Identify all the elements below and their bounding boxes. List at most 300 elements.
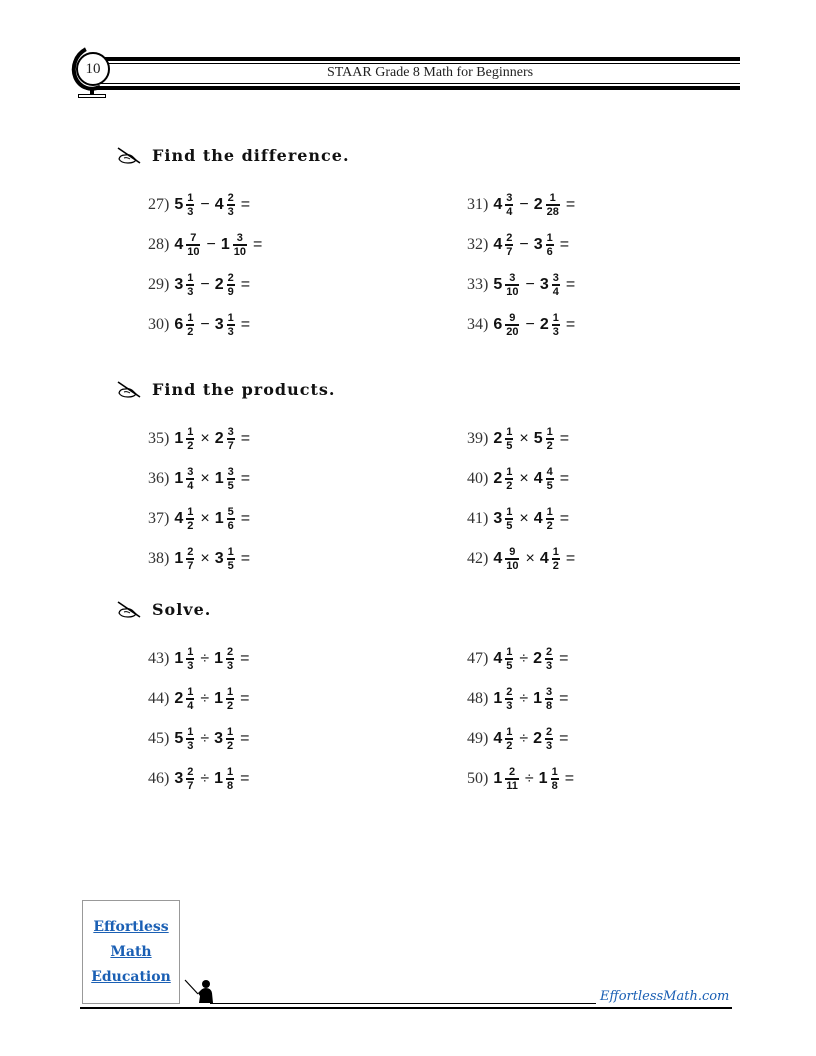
- problem-item: [467, 539, 575, 579]
- denominator: 2: [227, 740, 234, 752]
- whole-number: 1: [174, 550, 184, 567]
- equals-sign: =: [565, 276, 576, 293]
- denominator: 2: [227, 700, 234, 712]
- equals-sign: =: [240, 196, 251, 213]
- problem-number: 32): [467, 236, 489, 253]
- numerator: 1: [552, 312, 559, 324]
- book-title: STAAR Grade 8 Math for Beginners: [326, 65, 534, 80]
- fraction: [546, 232, 554, 258]
- fraction: [505, 426, 513, 452]
- whole-number: 1: [220, 236, 230, 253]
- numerator: 1: [549, 192, 556, 204]
- denominator: 10: [187, 246, 200, 258]
- whole-number: 5: [493, 276, 503, 293]
- whole-number: 4: [493, 196, 503, 213]
- equals-sign: =: [559, 690, 569, 707]
- equals-sign: =: [240, 470, 251, 487]
- numerator: 1: [506, 426, 513, 438]
- denominator: 4: [187, 700, 194, 712]
- whole-number: 3: [214, 550, 224, 567]
- denominator: 11: [506, 780, 518, 792]
- denominator: 8: [551, 780, 558, 792]
- whole-number: 3: [214, 316, 224, 333]
- numerator: 3: [506, 192, 513, 204]
- numerator: 1: [546, 506, 553, 518]
- numerator: 1: [187, 506, 194, 518]
- whole-number: 2: [493, 470, 503, 487]
- operator: −: [519, 236, 529, 253]
- operator: ÷: [519, 730, 529, 747]
- whole-number: 5: [174, 730, 184, 747]
- problem-number: 50): [467, 770, 489, 787]
- problem-item: [467, 639, 569, 679]
- fraction: [546, 426, 554, 452]
- denominator: 3: [546, 660, 553, 672]
- denominator: 5: [546, 480, 553, 492]
- denominator: 3: [227, 660, 234, 672]
- header-rule: [96, 83, 740, 84]
- fraction: [545, 726, 553, 752]
- fraction: [505, 466, 513, 492]
- whole-number: 3: [174, 276, 184, 293]
- whole-number: 2: [533, 730, 543, 747]
- denominator: 7: [187, 780, 194, 792]
- denominator: 5: [227, 560, 234, 572]
- whole-number: 3: [533, 236, 543, 253]
- fraction: [186, 686, 194, 712]
- whole-number: 3: [493, 510, 503, 527]
- effortless-math-logo[interactable]: [82, 900, 180, 1004]
- denominator: 2: [546, 440, 553, 452]
- section-heading-difference: [116, 146, 350, 165]
- fraction: [505, 272, 519, 298]
- numerator: 3: [509, 272, 516, 284]
- problem-number: 28): [148, 236, 170, 253]
- numerator: 3: [227, 426, 234, 438]
- problem-number: 33): [467, 276, 489, 293]
- numerator: 1: [187, 726, 194, 738]
- numerator: 2: [227, 272, 234, 284]
- fraction: [545, 686, 553, 712]
- denominator: 20: [506, 326, 519, 338]
- fraction: [552, 546, 560, 572]
- section-heading-products: [116, 380, 335, 399]
- numerator: 1: [227, 766, 234, 778]
- denominator: 2: [187, 326, 194, 338]
- denominator: 4: [552, 286, 559, 298]
- problem-number: 34): [467, 316, 489, 333]
- fraction: [226, 686, 234, 712]
- numerator: 2: [227, 646, 234, 658]
- numerator: 1: [506, 506, 513, 518]
- numerator: 2: [506, 232, 513, 244]
- problem-number: 40): [467, 470, 489, 487]
- problem-number: 37): [148, 510, 170, 527]
- problem-item: [467, 185, 575, 225]
- equals-sign: =: [240, 550, 251, 567]
- operator: ÷: [200, 770, 210, 787]
- fraction: [186, 646, 194, 672]
- fraction: [227, 546, 235, 572]
- denominator: 6: [546, 246, 553, 258]
- problem-item: [148, 499, 250, 539]
- denominator: 2: [506, 740, 513, 752]
- denominator: 8: [227, 780, 234, 792]
- equals-sign: =: [240, 510, 251, 527]
- operator: −: [206, 236, 216, 253]
- numerator: 5: [227, 506, 234, 518]
- problem-item: [148, 539, 250, 579]
- numerator: 3: [187, 466, 194, 478]
- whole-number: 1: [214, 690, 224, 707]
- fraction: [546, 466, 554, 492]
- whole-number: 2: [533, 650, 543, 667]
- pencil-hand-icon: [116, 147, 142, 165]
- problem-number: 48): [467, 690, 489, 707]
- whole-number: 6: [493, 316, 503, 333]
- denominator: 3: [506, 700, 513, 712]
- equals-sign: =: [559, 430, 570, 447]
- denominator: 5: [227, 480, 234, 492]
- equals-sign: =: [240, 276, 251, 293]
- section-title: Find the products.: [152, 380, 336, 399]
- whole-number: 6: [174, 316, 184, 333]
- operator: ÷: [200, 690, 210, 707]
- operator: ×: [519, 510, 529, 527]
- whole-number: 1: [174, 430, 184, 447]
- denominator: 9: [227, 286, 234, 298]
- equals-sign: =: [565, 550, 576, 567]
- numerator: 2: [187, 766, 194, 778]
- problem-item: [467, 759, 574, 799]
- fraction: [227, 506, 235, 532]
- numerator: 9: [509, 312, 516, 324]
- problem-number: 46): [148, 770, 170, 787]
- problem-number: 45): [148, 730, 170, 747]
- denominator: 3: [187, 286, 194, 298]
- whole-number: 4: [493, 550, 503, 567]
- whole-number: 4: [533, 470, 543, 487]
- logo-line[interactable]: Effortless: [93, 918, 169, 935]
- numerator: 1: [227, 686, 234, 698]
- whole-number: 1: [214, 770, 224, 787]
- whole-number: 1: [533, 690, 543, 707]
- problem-number: 43): [148, 650, 170, 667]
- numerator: 2: [227, 192, 234, 204]
- whole-number: 4: [533, 510, 543, 527]
- problem-item: [467, 265, 575, 305]
- problem-item: [148, 419, 250, 459]
- operator: ×: [200, 430, 210, 447]
- fraction: [545, 646, 553, 672]
- numerator: 1: [227, 312, 234, 324]
- whole-number: 3: [174, 770, 184, 787]
- whole-number: 1: [214, 470, 224, 487]
- fraction: [186, 312, 194, 338]
- numerator: 1: [546, 232, 553, 244]
- whole-number: 1: [493, 690, 503, 707]
- problem-item: [148, 459, 250, 499]
- problem-number: 27): [148, 196, 170, 213]
- numerator: 1: [227, 726, 234, 738]
- denominator: 2: [546, 520, 553, 532]
- problem-item: [148, 185, 250, 225]
- problem-number: 49): [467, 730, 489, 747]
- denominator: 3: [552, 326, 559, 338]
- equals-sign: =: [240, 650, 250, 667]
- problem-item: [467, 499, 569, 539]
- operator: −: [525, 276, 535, 293]
- fraction: [186, 272, 194, 298]
- problem-item: [467, 679, 569, 719]
- footer-rule: [210, 1003, 596, 1004]
- numerator: 4: [546, 466, 553, 478]
- denominator: 7: [227, 440, 234, 452]
- section-title: Find the difference.: [152, 146, 350, 165]
- fraction: [227, 312, 235, 338]
- numerator: 1: [187, 312, 194, 324]
- problem-item: [467, 305, 575, 345]
- operator: −: [200, 316, 210, 333]
- equals-sign: =: [240, 316, 251, 333]
- whole-number: 4: [539, 550, 549, 567]
- denominator: 7: [506, 246, 513, 258]
- problem-number: 42): [467, 550, 489, 567]
- teacher-pointer-icon: [184, 976, 218, 1006]
- whole-number: 1: [538, 770, 548, 787]
- fraction: [227, 426, 235, 452]
- whole-number: 3: [539, 276, 549, 293]
- problem-item: [148, 639, 250, 679]
- whole-number: 1: [174, 470, 184, 487]
- equals-sign: =: [240, 730, 250, 747]
- denominator: 3: [227, 326, 234, 338]
- operator: ÷: [524, 770, 534, 787]
- numerator: 1: [187, 272, 194, 284]
- logo-line[interactable]: Math: [110, 943, 152, 960]
- whole-number: 4: [214, 196, 224, 213]
- fraction: [186, 192, 194, 218]
- denominator: 3: [546, 740, 553, 752]
- fraction: [186, 506, 194, 532]
- numerator: 1: [506, 646, 513, 658]
- equals-sign: =: [564, 770, 575, 787]
- operator: ×: [200, 550, 210, 567]
- operator: ÷: [519, 690, 529, 707]
- equals-sign: =: [252, 236, 263, 253]
- footer-rule: [80, 1007, 732, 1009]
- fraction: [226, 766, 234, 792]
- denominator: 3: [227, 206, 234, 218]
- numerator: 2: [187, 546, 194, 558]
- whole-number: 4: [174, 510, 184, 527]
- equals-sign: =: [559, 470, 570, 487]
- operator: ÷: [200, 650, 210, 667]
- equals-sign: =: [240, 690, 250, 707]
- fraction: [186, 426, 194, 452]
- whole-number: 1: [214, 650, 224, 667]
- numerator: 3: [227, 466, 234, 478]
- whole-number: 4: [493, 236, 503, 253]
- numerator: 1: [552, 546, 559, 558]
- numerator: 1: [506, 726, 513, 738]
- numerator: 1: [187, 646, 194, 658]
- numerator: 2: [546, 726, 553, 738]
- fraction: [226, 646, 234, 672]
- denominator: 28: [546, 206, 559, 218]
- problem-number: 31): [467, 196, 489, 213]
- website-link[interactable]: EffortlessMath.com: [600, 989, 730, 1004]
- denominator: 10: [506, 286, 519, 298]
- whole-number: 3: [214, 730, 224, 747]
- fraction: [186, 766, 194, 792]
- operator: ÷: [519, 650, 529, 667]
- equals-sign: =: [559, 730, 569, 747]
- problem-item: [148, 719, 250, 759]
- fraction: [186, 726, 194, 752]
- whole-number: 4: [493, 730, 503, 747]
- fraction: [546, 506, 554, 532]
- equals-sign: =: [240, 430, 251, 447]
- fraction: [546, 192, 560, 218]
- numerator: 1: [551, 766, 558, 778]
- denominator: 2: [506, 480, 513, 492]
- operator: ×: [519, 430, 529, 447]
- problem-item: [148, 759, 250, 799]
- equals-sign: =: [559, 510, 570, 527]
- problem-number: 36): [148, 470, 170, 487]
- fraction: [227, 466, 235, 492]
- whole-number: 1: [493, 770, 503, 787]
- denominator: 2: [187, 520, 194, 532]
- page-number: 10: [76, 52, 110, 86]
- pencil-hand-icon: [116, 601, 142, 619]
- numerator: 1: [546, 426, 553, 438]
- section-heading-solve: [116, 600, 211, 619]
- equals-sign: =: [240, 770, 250, 787]
- numerator: 9: [509, 546, 516, 558]
- operator: ×: [200, 470, 210, 487]
- denominator: 6: [227, 520, 234, 532]
- fraction: [552, 312, 560, 338]
- problem-item: [148, 225, 262, 265]
- header-rule: [96, 86, 740, 90]
- operator: −: [525, 316, 535, 333]
- problem-number: 35): [148, 430, 170, 447]
- numerator: 1: [506, 466, 513, 478]
- denominator: 4: [506, 206, 513, 218]
- fraction: [227, 192, 235, 218]
- denominator: 3: [187, 206, 194, 218]
- numerator: 2: [506, 686, 513, 698]
- numerator: 1: [187, 192, 194, 204]
- whole-number: 5: [174, 196, 184, 213]
- denominator: 3: [187, 740, 194, 752]
- fraction: [505, 312, 519, 338]
- denominator: 4: [187, 480, 194, 492]
- whole-number: 2: [174, 690, 184, 707]
- denominator: 8: [546, 700, 553, 712]
- fraction: [552, 272, 560, 298]
- fraction: [505, 506, 513, 532]
- header-rule: [96, 57, 740, 61]
- problem-item: [467, 225, 569, 265]
- fraction: [505, 726, 513, 752]
- denominator: 10: [506, 560, 519, 572]
- operator: ÷: [200, 730, 210, 747]
- section-title: Solve.: [152, 600, 212, 619]
- problem-item: [148, 265, 250, 305]
- equals-sign: =: [565, 196, 576, 213]
- fraction: [505, 646, 513, 672]
- problem-number: 44): [148, 690, 170, 707]
- whole-number: 5: [533, 430, 543, 447]
- whole-number: 2: [539, 316, 549, 333]
- operator: ×: [200, 510, 210, 527]
- denominator: 5: [506, 440, 513, 452]
- denominator: 5: [506, 520, 513, 532]
- problem-number: 38): [148, 550, 170, 567]
- header-rule: [96, 63, 740, 64]
- problem-item: [148, 305, 250, 345]
- fraction: [505, 686, 513, 712]
- problem-number: 39): [467, 430, 489, 447]
- globe-base-icon: [78, 94, 106, 98]
- problem-number: 47): [467, 650, 489, 667]
- fraction: [186, 466, 194, 492]
- operator: −: [519, 196, 529, 213]
- numerator: 7: [190, 232, 197, 244]
- fraction: [505, 192, 513, 218]
- operator: −: [200, 196, 210, 213]
- numerator: 3: [552, 272, 559, 284]
- numerator: 1: [187, 686, 194, 698]
- denominator: 2: [552, 560, 559, 572]
- whole-number: 1: [214, 510, 224, 527]
- problem-item: [148, 679, 250, 719]
- numerator: 3: [236, 232, 243, 244]
- numerator: 1: [227, 546, 234, 558]
- operator: −: [200, 276, 210, 293]
- denominator: 7: [187, 560, 194, 572]
- denominator: 3: [187, 660, 194, 672]
- numerator: 3: [546, 686, 553, 698]
- numerator: 1: [187, 426, 194, 438]
- whole-number: 4: [174, 236, 184, 253]
- denominator: 10: [233, 246, 246, 258]
- fraction: [227, 272, 235, 298]
- problem-item: [467, 419, 569, 459]
- whole-number: 4: [493, 650, 503, 667]
- problem-number: 41): [467, 510, 489, 527]
- logo-line[interactable]: Education: [91, 968, 171, 985]
- operator: ×: [519, 470, 529, 487]
- fraction: [505, 546, 519, 572]
- numerator: 2: [546, 646, 553, 658]
- fraction: [505, 766, 519, 792]
- denominator: 2: [187, 440, 194, 452]
- whole-number: 2: [493, 430, 503, 447]
- denominator: 5: [506, 660, 513, 672]
- equals-sign: =: [565, 316, 576, 333]
- fraction: [233, 232, 247, 258]
- problem-item: [467, 719, 569, 759]
- fraction: [505, 232, 513, 258]
- whole-number: 2: [214, 276, 224, 293]
- equals-sign: =: [559, 650, 569, 667]
- whole-number: 1: [174, 650, 184, 667]
- fraction: [551, 766, 559, 792]
